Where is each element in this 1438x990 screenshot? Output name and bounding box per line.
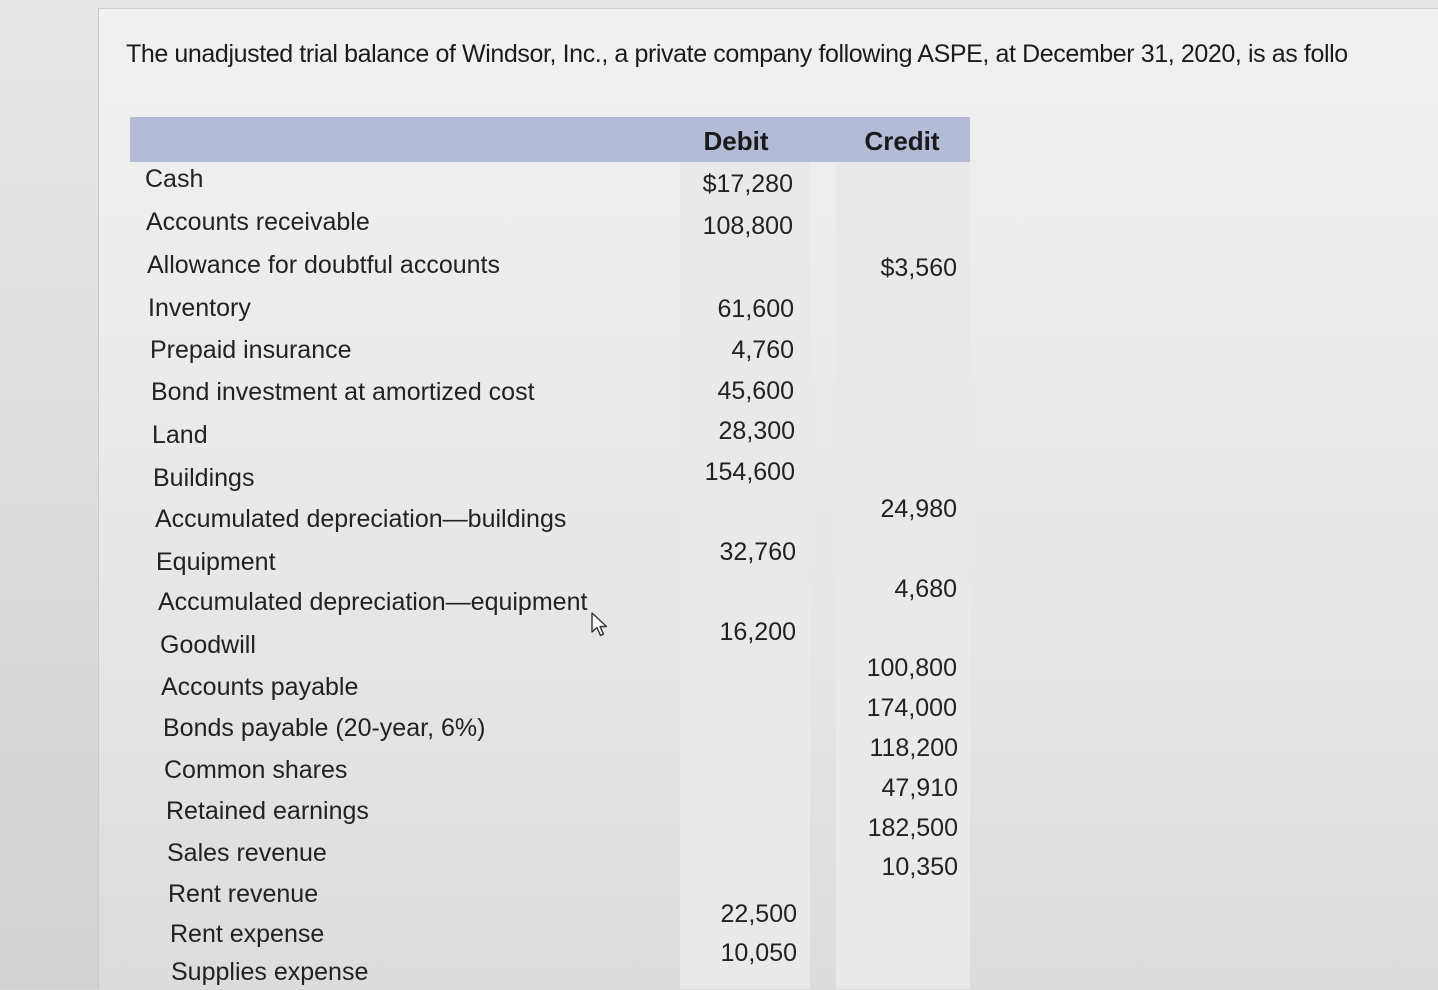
debit-amount: 16,200	[719, 618, 796, 646]
row-label: Accounts receivable	[146, 208, 370, 236]
credit-amount: 182,500	[867, 814, 958, 842]
credit-amount: 24,980	[880, 495, 957, 523]
debit-amount: 32,760	[719, 538, 796, 566]
credit-amount: 118,200	[869, 734, 958, 762]
credit-amount: 4,680	[894, 575, 957, 603]
question-title: The unadjusted trial balance of Windsor, Inc., a private company following ASPE, at December 31, 2020, is as follo	[126, 40, 1348, 68]
row-label: Allowance for doubtful accounts	[147, 251, 500, 279]
debit-amount: 22,500	[720, 900, 797, 928]
debit-amount: 4,760	[731, 336, 794, 364]
row-label: Equipment	[156, 548, 276, 576]
debit-amount: 10,050	[720, 939, 797, 967]
row-label: Accumulated depreciation—buildings	[155, 505, 567, 533]
row-label: Inventory	[148, 294, 251, 322]
debit-amount: 45,600	[717, 377, 794, 405]
row-label: Common shares	[164, 756, 348, 784]
mouse-pointer-icon	[590, 612, 610, 638]
row-label: Supplies expense	[171, 958, 369, 986]
row-label: Bond investment at amortized cost	[151, 378, 535, 406]
debit-amount: 28,300	[718, 417, 795, 445]
credit-header: Credit	[864, 126, 940, 156]
debit-amount: $17,280	[702, 170, 793, 198]
credit-amount: $3,560	[880, 254, 957, 282]
debit-column	[680, 162, 810, 989]
credit-amount: 174,000	[866, 694, 957, 722]
debit-header: Debit	[703, 126, 769, 156]
row-label: Bonds payable (20-year, 6%)	[163, 714, 486, 742]
debit-amount: 108,800	[702, 212, 793, 240]
row-label: Prepaid insurance	[150, 336, 352, 364]
debit-amount: 154,600	[704, 458, 795, 486]
row-label: Rent expense	[170, 920, 325, 948]
row-label: Sales revenue	[167, 839, 327, 867]
row-label: Accumulated depreciation—equipment	[158, 588, 588, 616]
debit-amount: 61,600	[717, 295, 794, 323]
row-label: Retained earnings	[166, 797, 369, 825]
row-label: Accounts payable	[161, 673, 359, 701]
credit-amount: 10,350	[881, 853, 958, 881]
credit-amount: 47,910	[881, 774, 958, 802]
row-label: Rent revenue	[168, 880, 319, 908]
credit-amount: 100,800	[866, 654, 957, 682]
row-label: Cash	[145, 165, 204, 193]
row-label: Land	[152, 421, 208, 449]
row-label: Buildings	[153, 464, 255, 492]
row-label: Goodwill	[160, 631, 256, 659]
